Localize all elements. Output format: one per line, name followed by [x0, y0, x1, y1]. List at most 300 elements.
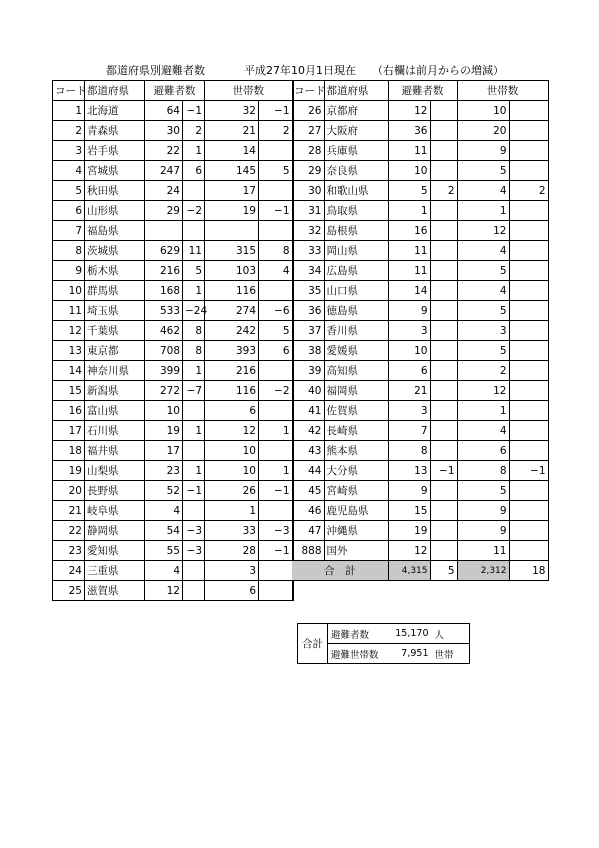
table-row	[53, 501, 293, 521]
code-cell: 37	[292, 321, 324, 341]
households-change-cell	[509, 161, 548, 181]
households-cell: 26	[205, 481, 259, 501]
prefecture-cell: 長野県	[85, 481, 145, 501]
households-cell: 116	[205, 381, 259, 401]
evacuees-change-cell: 1	[183, 361, 205, 381]
prefecture-cell: 徳島県	[324, 301, 388, 321]
evacuees-cell: 55	[145, 541, 183, 561]
evacuees-change-cell	[183, 221, 205, 241]
evacuees-change-cell	[183, 581, 205, 601]
code-cell: 12	[53, 321, 85, 341]
households-change-cell	[259, 281, 293, 301]
code-cell: 39	[292, 361, 324, 381]
prefecture-cell: 群馬県	[85, 281, 145, 301]
households-change-cell	[509, 441, 548, 461]
evacuees-cell: 216	[145, 261, 183, 281]
col-evacuees-header: 避難者数	[145, 81, 205, 101]
households-change-cell	[259, 361, 293, 381]
prefecture-cell: 長崎県	[324, 421, 388, 441]
households-cell: 33	[205, 521, 259, 541]
households-cell: 28	[205, 541, 259, 561]
evacuees-change-cell: −2	[183, 201, 205, 221]
prefecture-cell: 奈良県	[324, 161, 388, 181]
households-change-cell: 2	[259, 121, 293, 141]
households-cell: 274	[205, 301, 259, 321]
evacuees-change-cell: 1	[183, 461, 205, 481]
evacuees-change-cell: 1	[183, 281, 205, 301]
title-date: 平成27年10月1日現在	[244, 64, 356, 77]
evacuees-cell: 533	[145, 301, 183, 321]
prefecture-cell: 岐阜県	[85, 501, 145, 521]
prefecture-cell: 石川県	[85, 421, 145, 441]
households-change-cell	[509, 101, 548, 121]
evacuees-cell: 22	[145, 141, 183, 161]
households-cell: 2	[457, 361, 509, 381]
table-row	[53, 161, 293, 181]
evacuees-cell: 1	[388, 201, 430, 221]
evacuees-change-cell	[430, 361, 457, 381]
households-cell: 5	[457, 301, 509, 321]
households-change-cell	[509, 261, 548, 281]
evacuees-change-cell	[430, 261, 457, 281]
households-cell: 9	[457, 141, 509, 161]
table-row	[292, 261, 548, 281]
evacuees-cell: 3	[388, 321, 430, 341]
table-row	[53, 261, 293, 281]
title-note: （右欄は前月からの増減）	[372, 64, 504, 77]
households-cell: 242	[205, 321, 259, 341]
col-prefecture-header: 都道府県	[324, 81, 388, 101]
prefecture-cell: 宮城県	[85, 161, 145, 181]
evacuees-cell: 272	[145, 381, 183, 401]
code-cell: 8	[53, 241, 85, 261]
evacuees-change-cell	[430, 101, 457, 121]
households-change-cell: −1	[259, 481, 293, 501]
prefecture-cell: 広島県	[324, 261, 388, 281]
table-row	[53, 221, 293, 241]
table-row	[292, 381, 548, 401]
evacuees-cell: 11	[388, 261, 430, 281]
code-cell: 33	[292, 241, 324, 261]
evacuees-cell: 17	[145, 441, 183, 461]
evacuees-change-cell: −1	[430, 461, 457, 481]
households-cell: 19	[205, 201, 259, 221]
evacuees-cell: 30	[145, 121, 183, 141]
summary-label: 合計	[298, 624, 328, 664]
evacuees-cell: 3	[388, 401, 430, 421]
code-cell: 26	[292, 101, 324, 121]
evacuees-change-cell: −3	[183, 541, 205, 561]
prefecture-cell: 大阪府	[324, 121, 388, 141]
evacuees-change-cell	[430, 541, 457, 561]
households-cell: 12	[205, 421, 259, 441]
code-cell: 9	[53, 261, 85, 281]
households-change-cell	[509, 501, 548, 521]
code-cell: 44	[292, 461, 324, 481]
evacuees-cell: 15	[388, 501, 430, 521]
households-change-cell	[259, 181, 293, 201]
code-cell: 36	[292, 301, 324, 321]
households-change-cell	[509, 481, 548, 501]
prefecture-cell: 青森県	[85, 121, 145, 141]
households-cell: 145	[205, 161, 259, 181]
prefecture-cell: 神奈川県	[85, 361, 145, 381]
households-cell: 4	[457, 421, 509, 441]
code-cell: 42	[292, 421, 324, 441]
prefecture-cell: 栃木県	[85, 261, 145, 281]
code-cell: 1	[53, 101, 85, 121]
summary-evacuees-value: 15,170	[384, 624, 432, 644]
evacuees-change-cell	[430, 381, 457, 401]
evacuees-cell: 9	[388, 301, 430, 321]
evacuees-change-cell	[430, 421, 457, 441]
prefecture-cell: 山口県	[324, 281, 388, 301]
code-cell: 10	[53, 281, 85, 301]
table-row	[53, 121, 293, 141]
table-row	[292, 201, 548, 221]
evacuees-change-cell: 6	[183, 161, 205, 181]
households-cell: 10	[457, 101, 509, 121]
code-cell: 16	[53, 401, 85, 421]
households-change-cell	[509, 341, 548, 361]
prefecture-cell: 島根県	[324, 221, 388, 241]
prefecture-cell: 香川県	[324, 321, 388, 341]
code-cell: 13	[53, 341, 85, 361]
households-cell: 315	[205, 241, 259, 261]
households-cell: 3	[205, 561, 259, 581]
code-cell: 24	[53, 561, 85, 581]
evacuees-cell: 5	[388, 181, 430, 201]
total-households-change-cell: 18	[509, 561, 548, 581]
prefecture-cell: 和歌山県	[324, 181, 388, 201]
evacuees-change-cell	[183, 401, 205, 421]
prefecture-cell: 静岡県	[85, 521, 145, 541]
households-cell: 10	[205, 441, 259, 461]
evacuees-change-cell	[430, 161, 457, 181]
evacuees-change-cell	[430, 341, 457, 361]
table-row	[292, 461, 548, 481]
table-row	[53, 301, 293, 321]
evacuees-cell: 399	[145, 361, 183, 381]
col-households-header: 世帯数	[205, 81, 293, 101]
col-evacuees-header: 避難者数	[388, 81, 457, 101]
prefecture-cell: 北海道	[85, 101, 145, 121]
households-change-cell: −1	[259, 201, 293, 221]
right-table	[292, 80, 549, 581]
summary-households-value: 7,951	[384, 644, 432, 664]
prefecture-cell: 熊本県	[324, 441, 388, 461]
households-change-cell: −6	[259, 301, 293, 321]
evacuees-change-cell: 5	[183, 261, 205, 281]
table-row	[53, 341, 293, 361]
households-change-cell: 5	[259, 321, 293, 341]
evacuees-change-cell	[183, 561, 205, 581]
households-cell: 5	[457, 481, 509, 501]
households-change-cell: 2	[509, 181, 548, 201]
table-row	[53, 101, 293, 121]
table-row	[292, 521, 548, 541]
households-cell: 11	[457, 541, 509, 561]
prefecture-cell: 秋田県	[85, 181, 145, 201]
households-change-cell: −1	[259, 101, 293, 121]
code-cell: 28	[292, 141, 324, 161]
code-cell: 7	[53, 221, 85, 241]
evacuees-cell: 23	[145, 461, 183, 481]
households-change-cell: 1	[259, 461, 293, 481]
table-row	[292, 241, 548, 261]
prefecture-cell: 高知県	[324, 361, 388, 381]
households-change-cell	[509, 221, 548, 241]
households-change-cell	[259, 141, 293, 161]
evacuees-change-cell: −24	[183, 301, 205, 321]
code-cell: 38	[292, 341, 324, 361]
households-cell: 4	[457, 281, 509, 301]
evacuees-change-cell	[430, 441, 457, 461]
summary-households-unit: 世帯	[432, 644, 470, 664]
code-cell: 30	[292, 181, 324, 201]
table-row	[53, 201, 293, 221]
code-cell: 17	[53, 421, 85, 441]
households-change-cell: 4	[259, 261, 293, 281]
prefecture-cell: 富山県	[85, 401, 145, 421]
evacuees-cell: 708	[145, 341, 183, 361]
code-cell: 22	[53, 521, 85, 541]
evacuees-change-cell: −7	[183, 381, 205, 401]
table-row	[292, 541, 548, 561]
prefecture-cell: 茨城県	[85, 241, 145, 261]
households-change-cell	[509, 141, 548, 161]
col-code-header: コード	[53, 81, 85, 101]
title-main: 都道府県別避難者数	[106, 64, 205, 77]
total-row	[292, 561, 548, 581]
households-change-cell	[509, 321, 548, 341]
evacuees-change-cell	[430, 501, 457, 521]
evacuees-cell: 64	[145, 101, 183, 121]
code-cell: 23	[53, 541, 85, 561]
table-row	[53, 321, 293, 341]
households-cell: 1	[457, 401, 509, 421]
total-evacuees-change-cell: 5	[430, 561, 457, 581]
households-cell: 8	[457, 461, 509, 481]
evacuees-change-cell	[430, 321, 457, 341]
code-cell: 888	[292, 541, 324, 561]
households-change-cell: −3	[259, 521, 293, 541]
households-change-cell	[509, 301, 548, 321]
households-cell: 5	[457, 341, 509, 361]
code-cell: 3	[53, 141, 85, 161]
evacuees-cell: 13	[388, 461, 430, 481]
table-row	[292, 321, 548, 341]
code-cell: 35	[292, 281, 324, 301]
evacuees-cell: 247	[145, 161, 183, 181]
code-cell: 18	[53, 441, 85, 461]
evacuees-cell: 629	[145, 241, 183, 261]
households-cell: 12	[457, 381, 509, 401]
table-row	[292, 141, 548, 161]
households-cell: 1	[205, 501, 259, 521]
summary-evacuees-label: 避難者数	[328, 624, 384, 644]
evacuees-change-cell: −1	[183, 481, 205, 501]
prefecture-cell: 愛知県	[85, 541, 145, 561]
households-cell: 103	[205, 261, 259, 281]
prefecture-cell: 岩手県	[85, 141, 145, 161]
prefecture-cell: 山梨県	[85, 461, 145, 481]
households-change-cell: −2	[259, 381, 293, 401]
prefecture-cell: 鹿児島県	[324, 501, 388, 521]
code-cell: 21	[53, 501, 85, 521]
code-cell: 31	[292, 201, 324, 221]
code-cell: 41	[292, 401, 324, 421]
households-change-cell	[509, 361, 548, 381]
table-row	[53, 381, 293, 401]
table-row	[53, 141, 293, 161]
table-row	[292, 101, 548, 121]
prefecture-cell: 国外	[324, 541, 388, 561]
evacuees-cell: 4	[145, 561, 183, 581]
households-cell: 116	[205, 281, 259, 301]
prefecture-cell: 埼玉県	[85, 301, 145, 321]
code-cell: 19	[53, 461, 85, 481]
evacuees-cell: 24	[145, 181, 183, 201]
header-row	[292, 81, 548, 101]
prefecture-cell: 佐賀県	[324, 401, 388, 421]
evacuees-change-cell	[430, 141, 457, 161]
households-change-cell	[509, 201, 548, 221]
prefecture-cell: 東京都	[85, 341, 145, 361]
evacuees-cell: 52	[145, 481, 183, 501]
evacuees-cell: 29	[145, 201, 183, 221]
evacuees-cell: 168	[145, 281, 183, 301]
table-row	[292, 161, 548, 181]
table-row	[53, 181, 293, 201]
evacuees-cell: 6	[388, 361, 430, 381]
evacuees-cell: 11	[388, 141, 430, 161]
evacuees-cell	[145, 221, 183, 241]
households-cell: 12	[457, 221, 509, 241]
evacuees-cell: 14	[388, 281, 430, 301]
evacuees-cell: 19	[388, 521, 430, 541]
code-cell: 43	[292, 441, 324, 461]
households-cell: 1	[457, 201, 509, 221]
code-cell: 45	[292, 481, 324, 501]
prefecture-cell: 福岡県	[324, 381, 388, 401]
code-cell: 47	[292, 521, 324, 541]
evacuees-change-cell	[430, 521, 457, 541]
total-label: 合 計	[292, 561, 388, 581]
prefecture-cell: 山形県	[85, 201, 145, 221]
evacuees-change-cell	[430, 481, 457, 501]
table-row	[53, 421, 293, 441]
prefecture-cell: 福島県	[85, 221, 145, 241]
households-cell: 9	[457, 501, 509, 521]
households-cell: 32	[205, 101, 259, 121]
table-row	[53, 561, 293, 581]
table-row	[53, 541, 293, 561]
evacuees-change-cell: −3	[183, 521, 205, 541]
households-cell: 216	[205, 361, 259, 381]
evacuees-change-cell	[430, 221, 457, 241]
households-cell: 4	[457, 181, 509, 201]
households-cell: 14	[205, 141, 259, 161]
evacuees-change-cell	[430, 301, 457, 321]
households-cell: 10	[205, 461, 259, 481]
evacuees-change-cell	[430, 401, 457, 421]
summary-box	[297, 623, 470, 664]
households-change-cell	[509, 241, 548, 261]
households-change-cell	[509, 521, 548, 541]
table-row	[292, 301, 548, 321]
evacuees-change-cell	[183, 181, 205, 201]
households-cell	[205, 221, 259, 241]
households-cell: 4	[457, 241, 509, 261]
table-row	[53, 281, 293, 301]
evacuees-cell: 12	[145, 581, 183, 601]
evacuees-change-cell	[183, 501, 205, 521]
prefecture-cell: 宮崎県	[324, 481, 388, 501]
evacuees-cell: 9	[388, 481, 430, 501]
left-table	[52, 80, 294, 601]
table-row	[292, 501, 548, 521]
table-row	[53, 481, 293, 501]
code-cell: 34	[292, 261, 324, 281]
households-change-cell	[509, 541, 548, 561]
total-evacuees-cell: 4,315	[388, 561, 430, 581]
table-row	[53, 461, 293, 481]
households-cell: 9	[457, 521, 509, 541]
summary-households-label: 避難世帯数	[328, 644, 384, 664]
code-cell: 32	[292, 221, 324, 241]
households-change-cell: −1	[259, 541, 293, 561]
code-cell: 6	[53, 201, 85, 221]
evacuees-cell: 10	[388, 161, 430, 181]
table-row	[53, 521, 293, 541]
table-row	[292, 181, 548, 201]
evacuees-change-cell	[430, 121, 457, 141]
code-cell: 20	[53, 481, 85, 501]
households-change-cell: 8	[259, 241, 293, 261]
table-row	[292, 401, 548, 421]
code-cell: 4	[53, 161, 85, 181]
evacuees-change-cell: 8	[183, 321, 205, 341]
code-cell: 46	[292, 501, 324, 521]
table-row	[292, 221, 548, 241]
households-change-cell	[259, 561, 293, 581]
prefecture-cell: 沖縄県	[324, 521, 388, 541]
households-change-cell	[259, 501, 293, 521]
evacuees-change-cell	[430, 281, 457, 301]
evacuees-cell: 11	[388, 241, 430, 261]
table-row	[292, 121, 548, 141]
households-cell: 6	[205, 581, 259, 601]
prefecture-cell: 兵庫県	[324, 141, 388, 161]
evacuees-cell: 16	[388, 221, 430, 241]
col-prefecture-header: 都道府県	[85, 81, 145, 101]
table-row	[53, 361, 293, 381]
prefecture-cell: 新潟県	[85, 381, 145, 401]
evacuees-cell: 36	[388, 121, 430, 141]
code-cell: 2	[53, 121, 85, 141]
evacuees-change-cell: 8	[183, 341, 205, 361]
table-row	[292, 341, 548, 361]
evacuees-change-cell	[430, 241, 457, 261]
evacuees-change-cell: 1	[183, 141, 205, 161]
prefecture-cell: 愛媛県	[324, 341, 388, 361]
households-cell: 5	[457, 161, 509, 181]
households-cell: 21	[205, 121, 259, 141]
households-cell: 3	[457, 321, 509, 341]
evacuees-cell: 12	[388, 541, 430, 561]
households-change-cell	[259, 581, 293, 601]
